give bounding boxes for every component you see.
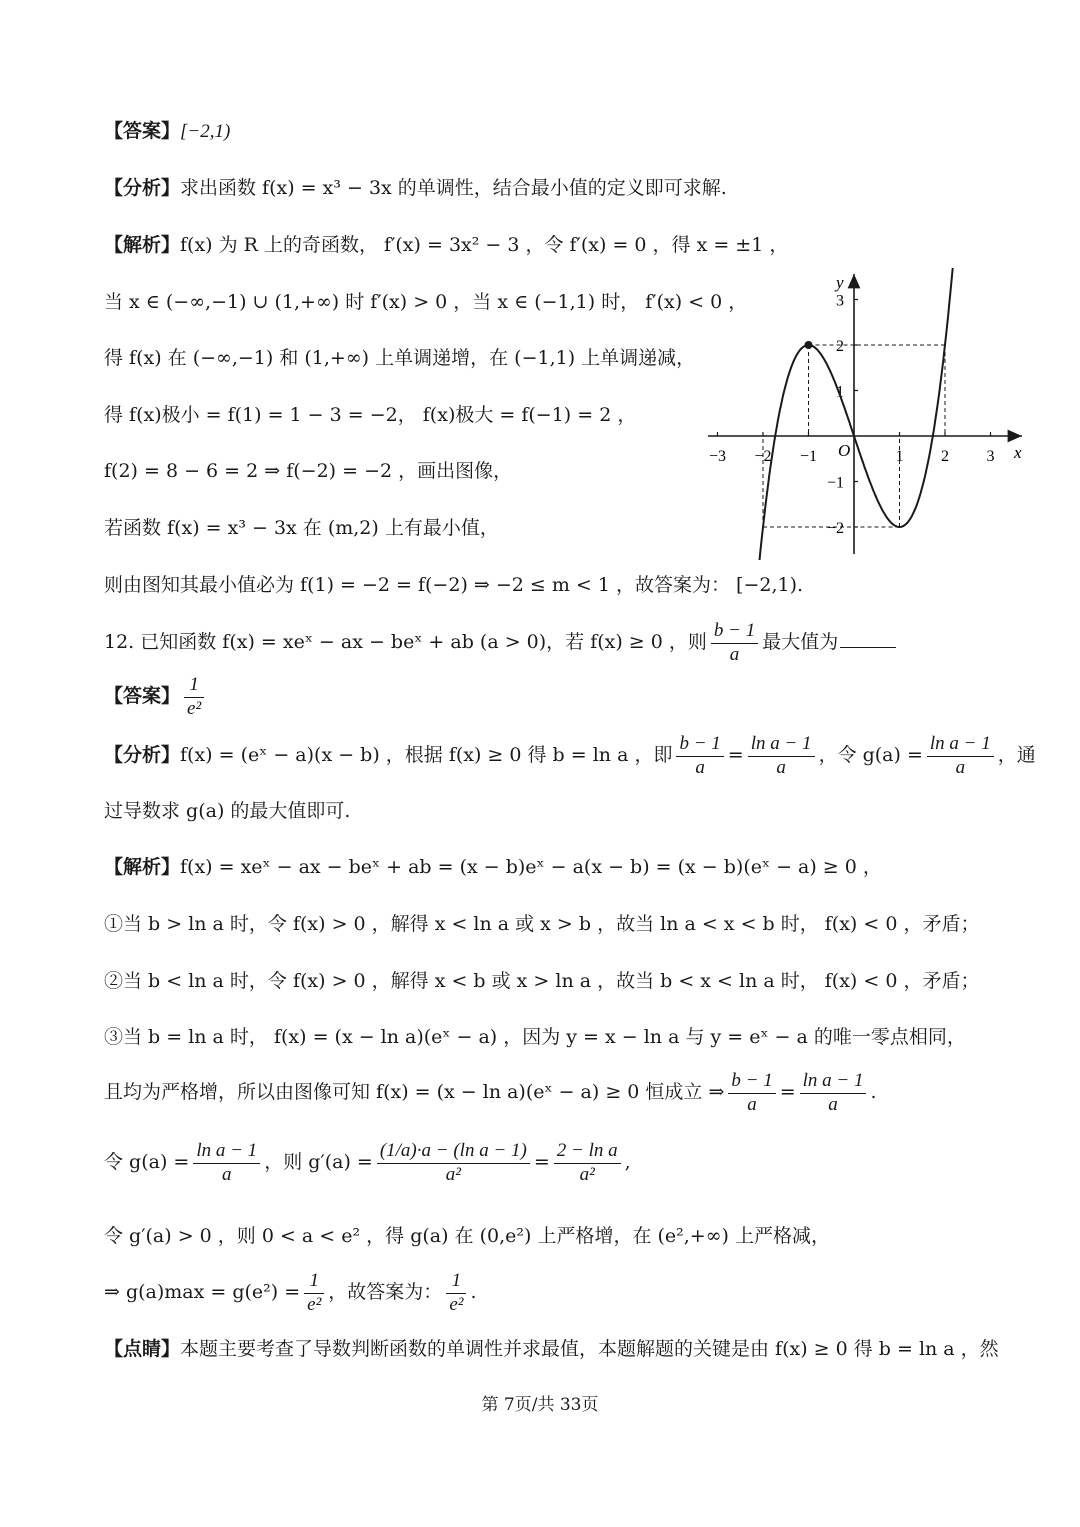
simplified-fraction [554, 1140, 621, 1187]
x-tick-label: −2 [754, 448, 772, 465]
origin-label: O [838, 441, 851, 460]
fraction-numerator: ln a − 1 [927, 733, 994, 757]
fraction-denominator: a [222, 1163, 232, 1185]
fraction-denominator: a [729, 643, 740, 665]
derivative-fraction [377, 1140, 530, 1187]
y-tick-label: −2 [826, 520, 844, 537]
q11-solution-line-7: 则由图知其最小值必为 f(1) = −2 = f(−2) ⇒ −2 ≤ m < 1 ，故答案为： [−2,1). [104, 574, 804, 596]
solution-tag: 【解析】 [104, 856, 181, 878]
x-tick-label: 1 [895, 448, 904, 465]
fraction-numerator: b − 1 [711, 620, 758, 644]
q11-solution-line-1 [104, 231, 788, 259]
fraction-numerator: 1 [446, 1270, 466, 1294]
x-tick-label: −1 [799, 448, 818, 465]
y-tick-label: 1 [836, 383, 844, 401]
q11-solution-line-4: 得 f(x)极小 = f(1) = 1 − 3 = −2， f(x)极大 = f(−1) = 2 ， [104, 404, 637, 426]
q12-stem [104, 618, 896, 666]
q12-solution-line-1 [104, 853, 882, 881]
q11-solution-line-5: f(2) = 8 − 6 = 2 ⇒ f(−2) = −2 ，画出图像， [104, 460, 513, 482]
analysis-text: f(x) = (eˣ − a)(x − b) ，根据 f(x) ≥ 0 得 b = ln a ，即 [180, 744, 673, 766]
fraction-numerator: 1 [304, 1270, 324, 1294]
y-tick-label: 2 [836, 338, 844, 355]
solution-text: f(x) = xeˣ − ax − beˣ + ab = (x − b)eˣ − a(x − b) = (x − b)(eˣ − a) ≥ 0 ， [180, 856, 882, 878]
final-answer-fraction [446, 1270, 466, 1317]
answer-blank [840, 629, 896, 648]
x-axis-label: x [1014, 443, 1022, 462]
solution-text: 且均为严格增，所以由图像可知 f(x) = (x − ln a)(eˣ − a) ≥ 0 恒成立 ⇒ [104, 1081, 725, 1103]
fraction-denominator: a [695, 756, 705, 778]
answer-fraction [184, 674, 204, 721]
answer-tag: 【答案】 [104, 120, 181, 142]
q12-analysis-line-1 [104, 731, 1036, 779]
q12-solution-line-5: 且均为严格增，所以由图像可知 f(x) = (x − ln a)(eˣ − a) ≥ 0 恒成立 ⇒ $\frac{b - 1}{a}$ = $\frac{\text{ln a − 1}}{a}$ . [104, 1069, 877, 1115]
solution-text: ，故答案为： [328, 1281, 443, 1303]
q12-solution-line-8: ⇒ g(a)max = g(e²) = $\frac{1}{\text{e²}}$ ，故答案为： $\frac{1}{\text{e²}}$ . [104, 1269, 477, 1315]
fraction-numerator: ln a − 1 [748, 733, 815, 757]
q11-analysis-line [104, 174, 727, 202]
cubic-curve [759, 268, 955, 560]
equals-sign: = [533, 1151, 550, 1173]
max-value-fraction [304, 1270, 324, 1317]
equals-sign: = [779, 1081, 796, 1103]
fraction-denominator: a [747, 1093, 757, 1115]
q11-answer-line [104, 117, 230, 146]
q12-comment-line [104, 1335, 999, 1363]
solution-text: ，则 g′(a) = [264, 1151, 373, 1173]
fraction-numerator: b − 1 [728, 1070, 775, 1094]
analysis-tag: 【分析】 [104, 744, 181, 766]
q11-solution-line-2: 当 x ∈ (−∞,−1) ∪ (1,+∞) 时 f′(x) > 0 ，当 x ∈ (−1,1) 时， f′(x) < 0 ， [104, 291, 748, 313]
y-tick-label: 3 [836, 292, 844, 310]
fraction-denominator: e² [449, 1293, 464, 1315]
fraction-denominator: a [955, 756, 966, 778]
analysis-fraction-2 [748, 733, 815, 780]
q12-solution-line-2: ①当 b > ln a 时，令 f(x) > 0 ，解得 x < ln a 或 x > b ，故当 ln a < x < b 时， f(x) < 0 ，矛盾； [104, 913, 980, 935]
q12-answer-line [104, 672, 208, 720]
y-tick-label: −1 [826, 474, 844, 492]
fraction-denominator: e² [187, 697, 202, 719]
comment-tag: 【点睛】 [104, 1338, 181, 1360]
q12-solution-line-6: 令 g(a) = $\frac{\text{ln a − 1}}{a}$ ，则 g′(a) = $\frac{\text{(1/a)·a − (ln a − 1)}}{\text{a²}}$ = $\frac{\text{2 − ln a}}{\text{a²}}$ , [104, 1139, 631, 1185]
analysis-fraction-1 [676, 733, 723, 780]
fraction-denominator: a [828, 1093, 838, 1115]
q11-solution-line-6: 若函数 f(x) = x³ − 3x 在 (m,2) 上有最小值， [104, 517, 499, 539]
axis-ticks [709, 293, 995, 538]
answer-tag: 【答案】 [104, 685, 181, 707]
cubic-function-graph [700, 268, 1030, 560]
solution-fraction-1 [728, 1070, 775, 1117]
solution-text: ⇒ g(a)max = g(e²) = [104, 1281, 301, 1303]
q11-solution-line-3: 得 f(x) 在 (−∞,−1) 和 (1,+∞) 上单调递增，在 (−1,1) 上单调递减， [104, 347, 696, 369]
x-tick-label: 3 [986, 448, 995, 465]
x-tick-label: 2 [941, 448, 949, 465]
y-axis-label: y [836, 273, 844, 292]
fraction-numerator: ln a − 1 [193, 1140, 260, 1164]
fraction-numerator: 2 − ln a [554, 1140, 621, 1164]
q12-analysis-line-2: 过导数求 g(a) 的最大值即可. [104, 800, 351, 822]
fraction-numerator: b − 1 [676, 733, 723, 757]
x-tick-label: −3 [708, 448, 727, 465]
solution-fraction-2 [800, 1070, 867, 1117]
analysis-text: 求出函数 f(x) = x³ − 3x 的单调性，结合最小值的定义即可求解. [180, 177, 727, 199]
fraction-numerator: 1 [184, 674, 204, 698]
q12-stem-prefix: 12. 已知函数 f(x) = xeˣ − ax − beˣ + ab (a > 0)，若 f(x) ≥ 0 ，则 [104, 631, 707, 653]
q12-solution-line-4: ③当 b = ln a 时， f(x) = (x − ln a)(eˣ − a) ，因为 y = x − ln a 与 y = eˣ − a 的唯一零点相同， [104, 1026, 966, 1048]
analysis-tag: 【分析】 [104, 177, 181, 199]
fraction-denominator: e² [307, 1293, 322, 1315]
analysis-text: ，通 [997, 744, 1036, 766]
comment-text: 本题主要考查了导数判断函数的单调性并求最值，本题解题的关键是由 f(x) ≥ 0 得 b = ln a ，然 [180, 1338, 999, 1360]
solution-tag: 【解析】 [104, 234, 181, 256]
stem-fraction [711, 620, 758, 667]
fraction-denominator: a² [579, 1163, 595, 1185]
q12-solution-line-3: ②当 b < ln a 时，令 f(x) > 0 ，解得 x < b 或 x > ln a ，故当 b < x < ln a 时， f(x) < 0 ，矛盾； [104, 970, 980, 992]
analysis-text: ，令 g(a) = [818, 744, 923, 766]
fraction-numerator: ln a − 1 [800, 1070, 867, 1094]
local-max-point [805, 341, 813, 349]
analysis-fraction-3 [927, 733, 994, 780]
fraction-denominator: a² [445, 1163, 461, 1185]
fraction-denominator: a [776, 756, 786, 778]
fraction-numerator: (1/a)·a − (ln a − 1) [377, 1140, 530, 1164]
q12-stem-suffix: 最大值为 [762, 631, 839, 653]
g-fraction [193, 1140, 260, 1187]
solution-text: f(x) 为 R 上的奇函数， f′(x) = 3x² − 3 ，令 f′(x) = 0 ，得 x = ±1 ， [180, 234, 789, 256]
page-footer: 第 7页/共 33页 [481, 1395, 599, 1415]
solution-text: 令 g(a) = [104, 1151, 190, 1173]
q12-solution-line-7: 令 g′(a) > 0 ，则 0 < a < e² ，得 g(a) 在 (0,e²) 上严格增，在 (e²,+∞) 上严格减， [104, 1225, 830, 1247]
answer-value: [−2,1) [180, 121, 231, 142]
equals-sign: = [727, 744, 744, 766]
